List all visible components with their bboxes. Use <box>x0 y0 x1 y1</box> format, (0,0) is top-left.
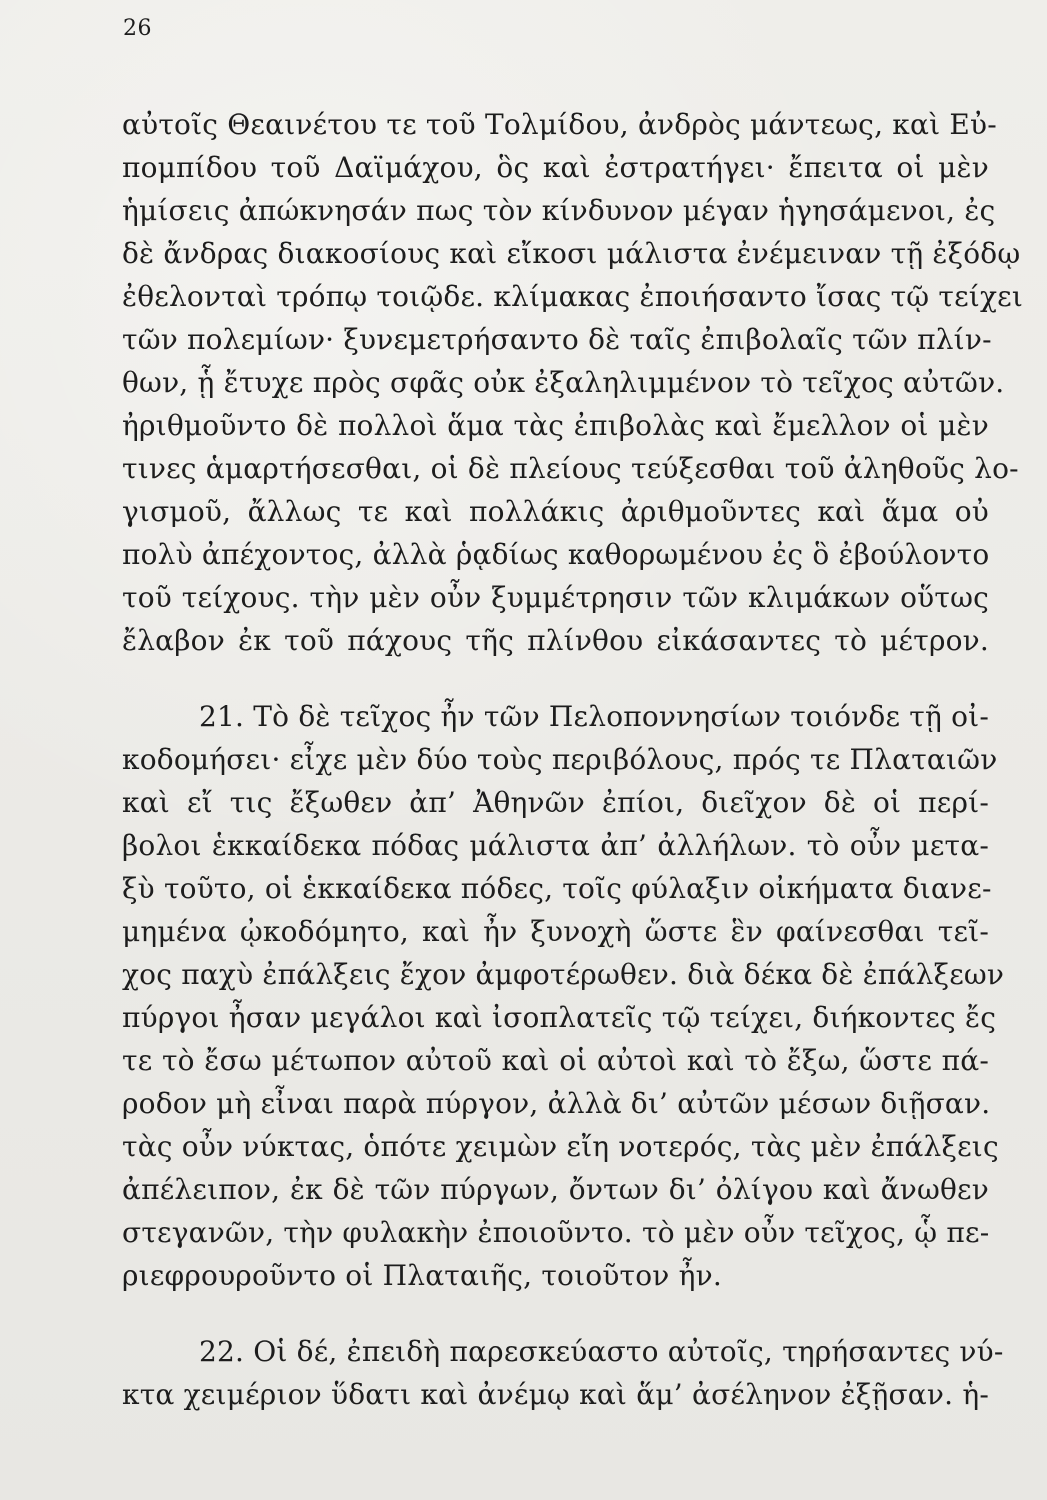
text-line: γισμοῦ, ἄλλως τε καὶ πολλάκις ἀριθμοῦντες καὶ ἅμα οὐ <box>122 495 989 528</box>
text-line: ἔλαβον ἐκ τοῦ πάχους τῆς πλίνθου εἰκάσαντες τὸ μέτρον. <box>122 624 989 657</box>
text-line: τε τὸ ἔσω μέτωπον αὐτοῦ καὶ οἱ αὐτοὶ καὶ τὸ ἔξω, ὥστε πά- <box>122 1044 989 1077</box>
text-line: αὐτοῖς Θεαινέτου τε τοῦ Τολμίδου, ἀνδρὸς μάντεως, καὶ Εὐ- <box>122 108 997 141</box>
text-line: δὲ ἄνδρας διακοσίους καὶ εἴκοσι μάλιστα ἐνέμειναν τῇ ἐξόδῳ <box>122 237 1021 270</box>
text-line: τὰς οὖν νύκτας, ὁπότε χειμὼν εἴη νοτερός, τὰς μὲν ἐπάλξεις <box>122 1130 999 1163</box>
text-line: ροδον μὴ εἶναι παρὰ πύργον, ἀλλὰ δι’ αὐτῶν μέσων διῇσαν. <box>122 1087 991 1120</box>
page-number: 26 <box>123 16 152 41</box>
text-line: τῶν πολεμίων· ξυνεμετρήσαντο δὲ ταῖς ἐπιβολαῖς τῶν πλίν- <box>122 323 992 356</box>
text-line: ξὺ τοῦτο, οἱ ἑκκαίδεκα πόδες, τοῖς φύλαξιν οἰκήματα διανε- <box>122 872 992 905</box>
text-line: κοδομήσει· εἶχε μὲν δύο τοὺς περιβόλους, πρός τε Πλαταιῶν <box>122 743 998 776</box>
text-line: ἠριθμοῦντο δὲ πολλοὶ ἅμα τὰς ἐπιβολὰς καὶ ἔμελλον οἱ μὲν <box>122 409 989 442</box>
text-line: μημένα ᾠκοδόμητο, καὶ ἦν ξυνοχὴ ὥστε ἓν φαίνεσθαι τεῖ- <box>122 915 989 948</box>
text-line: κτα χειμέριον ὕδατι καὶ ἀνέμῳ καὶ ἅμ’ ἀσέληνον ἐξῇσαν. ἡ- <box>122 1378 989 1411</box>
text-line: πομπίδου τοῦ Δαϊμάχου, ὃς καὶ ἐστρατήγει· ἔπειτα οἱ μὲν <box>122 151 989 184</box>
text-line: ἡμίσεις ἀπώκνησάν πως τὸν κίνδυνον μέγαν ἡγησάμενοι, ἐς <box>122 194 996 227</box>
section-22-heading-line: 22. Οἱ δέ, ἐπειδὴ παρεσκεύαστο αὐτοῖς, τηρήσαντες νύ- <box>199 1335 1004 1368</box>
text-line: ριεφρουροῦντο οἱ Πλαταιῆς, τοιοῦτον ἦν. <box>122 1259 722 1292</box>
text-line: πολὺ ἀπέχοντος, ἀλλὰ ῥᾳδίως καθορωμένου ἐς ὃ ἐβούλοντο <box>122 538 990 571</box>
text-line: τοῦ τείχους. τὴν μὲν οὖν ξυμμέτρησιν τῶν κλιμάκων οὕτως <box>122 581 989 614</box>
text-line: θων, ᾗ ἔτυχε πρὸς σφᾶς οὐκ ἐξαληλιμμένον τὸ τεῖχος αὐτῶν. <box>122 366 1005 399</box>
text-line: ἀπέλειπον, ἐκ δὲ τῶν πύργων, ὄντων δι’ ὀλίγου καὶ ἄνωθεν <box>122 1173 989 1206</box>
text-line: τινες ἁμαρτήσεσθαι, οἱ δὲ πλείους τεύξεσθαι τοῦ ἀληθοῦς λο- <box>122 452 1019 485</box>
section-21-heading-line: 21. Τὸ δὲ τεῖχος ἦν τῶν Πελοποννησίων τοιόνδε τῇ οἰ- <box>199 700 989 733</box>
text-line: καὶ εἴ τις ἔξωθεν ἀπ’ Ἀθηνῶν ἐπίοι, διεῖχον δὲ οἱ περί- <box>122 786 989 819</box>
text-line: ἐθελονταὶ τρόπῳ τοιῷδε. κλίμακας ἐποιήσαντο ἴσας τῷ τείχει <box>122 280 1024 313</box>
text-line: πύργοι ἦσαν μεγάλοι καὶ ἰσοπλατεῖς τῷ τείχει, διήκοντες ἔς <box>122 1001 997 1034</box>
text-line: βολοι ἑκκαίδεκα πόδας μάλιστα ἀπ’ ἀλλήλων. τὸ οὖν μετα- <box>122 829 989 862</box>
text-line: χος παχὺ ἐπάλξεις ἔχον ἀμφοτέρωθεν. διὰ δέκα δὲ ἐπάλξεων <box>122 958 1005 991</box>
text-line: στεγανῶν, τὴν φυλακὴν ἐποιοῦντο. τὸ μὲν οὖν τεῖχος, ᾧ πε- <box>122 1216 990 1249</box>
